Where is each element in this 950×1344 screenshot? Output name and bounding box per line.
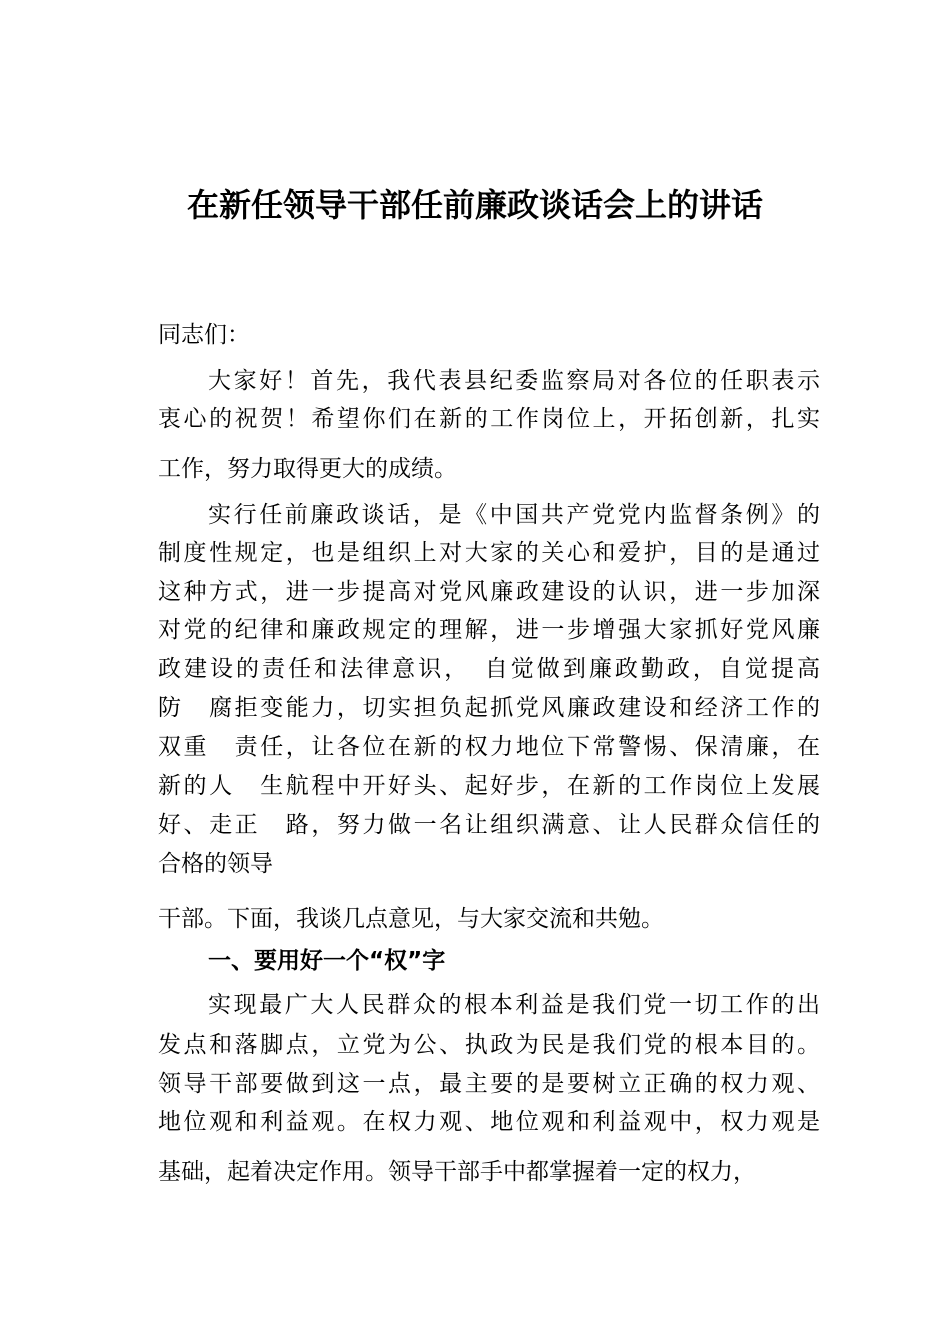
text-line: 领导干部要做到这一点，最主要的是要树立正确的权力观、 xyxy=(158,1071,820,1097)
section-heading: 一、要用好一个“权”字 xyxy=(208,948,446,974)
text-line: 实现最广大人民群众的根本利益是我们党一切工作的出 xyxy=(208,992,820,1018)
text-line: 对党的纪律和廉政规定的理解，进一步增强大家抓好党风廉 xyxy=(158,617,820,643)
text-line: 防 腐拒变能力，切实担负起抓党风廉政建设和经济工作的 xyxy=(158,695,820,721)
text-line: 工作，努力取得更大的成绩。 xyxy=(158,456,457,482)
text-line: 发点和落脚点，立党为公、执政为民是我们党的根本目的。 xyxy=(158,1032,820,1058)
text-line: 政建设的责任和法律意识， 自觉做到廉政勤政，自觉提高 xyxy=(158,656,820,682)
text-line: 实行任前廉政谈话，是《中国共产党党内监督条例》的 xyxy=(208,502,820,528)
document-title: 在新任领导干部任前廉政谈话会上的讲话 xyxy=(186,186,763,224)
text-line: 这种方式，进一步提高对党风廉政建设的认识，进一步加深 xyxy=(158,579,820,605)
text-line: 地位观和利益观。在权力观、地位观和利益观中，权力观是 xyxy=(158,1109,820,1135)
text-line: 新的人 生航程中开好头、起好步，在新的工作岗位上发展 xyxy=(158,773,820,799)
text-line: 双重 责任，让各位在新的权力地位下常警惕、保清廉，在 xyxy=(158,734,820,760)
text-line: 合格的领导 xyxy=(158,851,273,877)
text-line: 制度性规定，也是组织上对大家的关心和爱护，目的是通过 xyxy=(158,540,820,566)
text-line: 衷心的祝贺！希望你们在新的工作岗位上，开拓创新，扎实 xyxy=(158,406,820,432)
text-line: 基础，起着决定作用。领导干部手中都掌握着一定的权力， xyxy=(158,1159,756,1185)
text-line: 大家好！首先，我代表县纪委监察局对各位的任职表示 xyxy=(208,368,820,394)
salutation: 同志们： xyxy=(158,322,250,348)
text-line: 好、走正 路，努力做一名让组织满意、让人民群众信任的 xyxy=(158,812,820,838)
text-line: 干部。下面，我谈几点意见，与大家交流和共勉。 xyxy=(158,906,664,932)
